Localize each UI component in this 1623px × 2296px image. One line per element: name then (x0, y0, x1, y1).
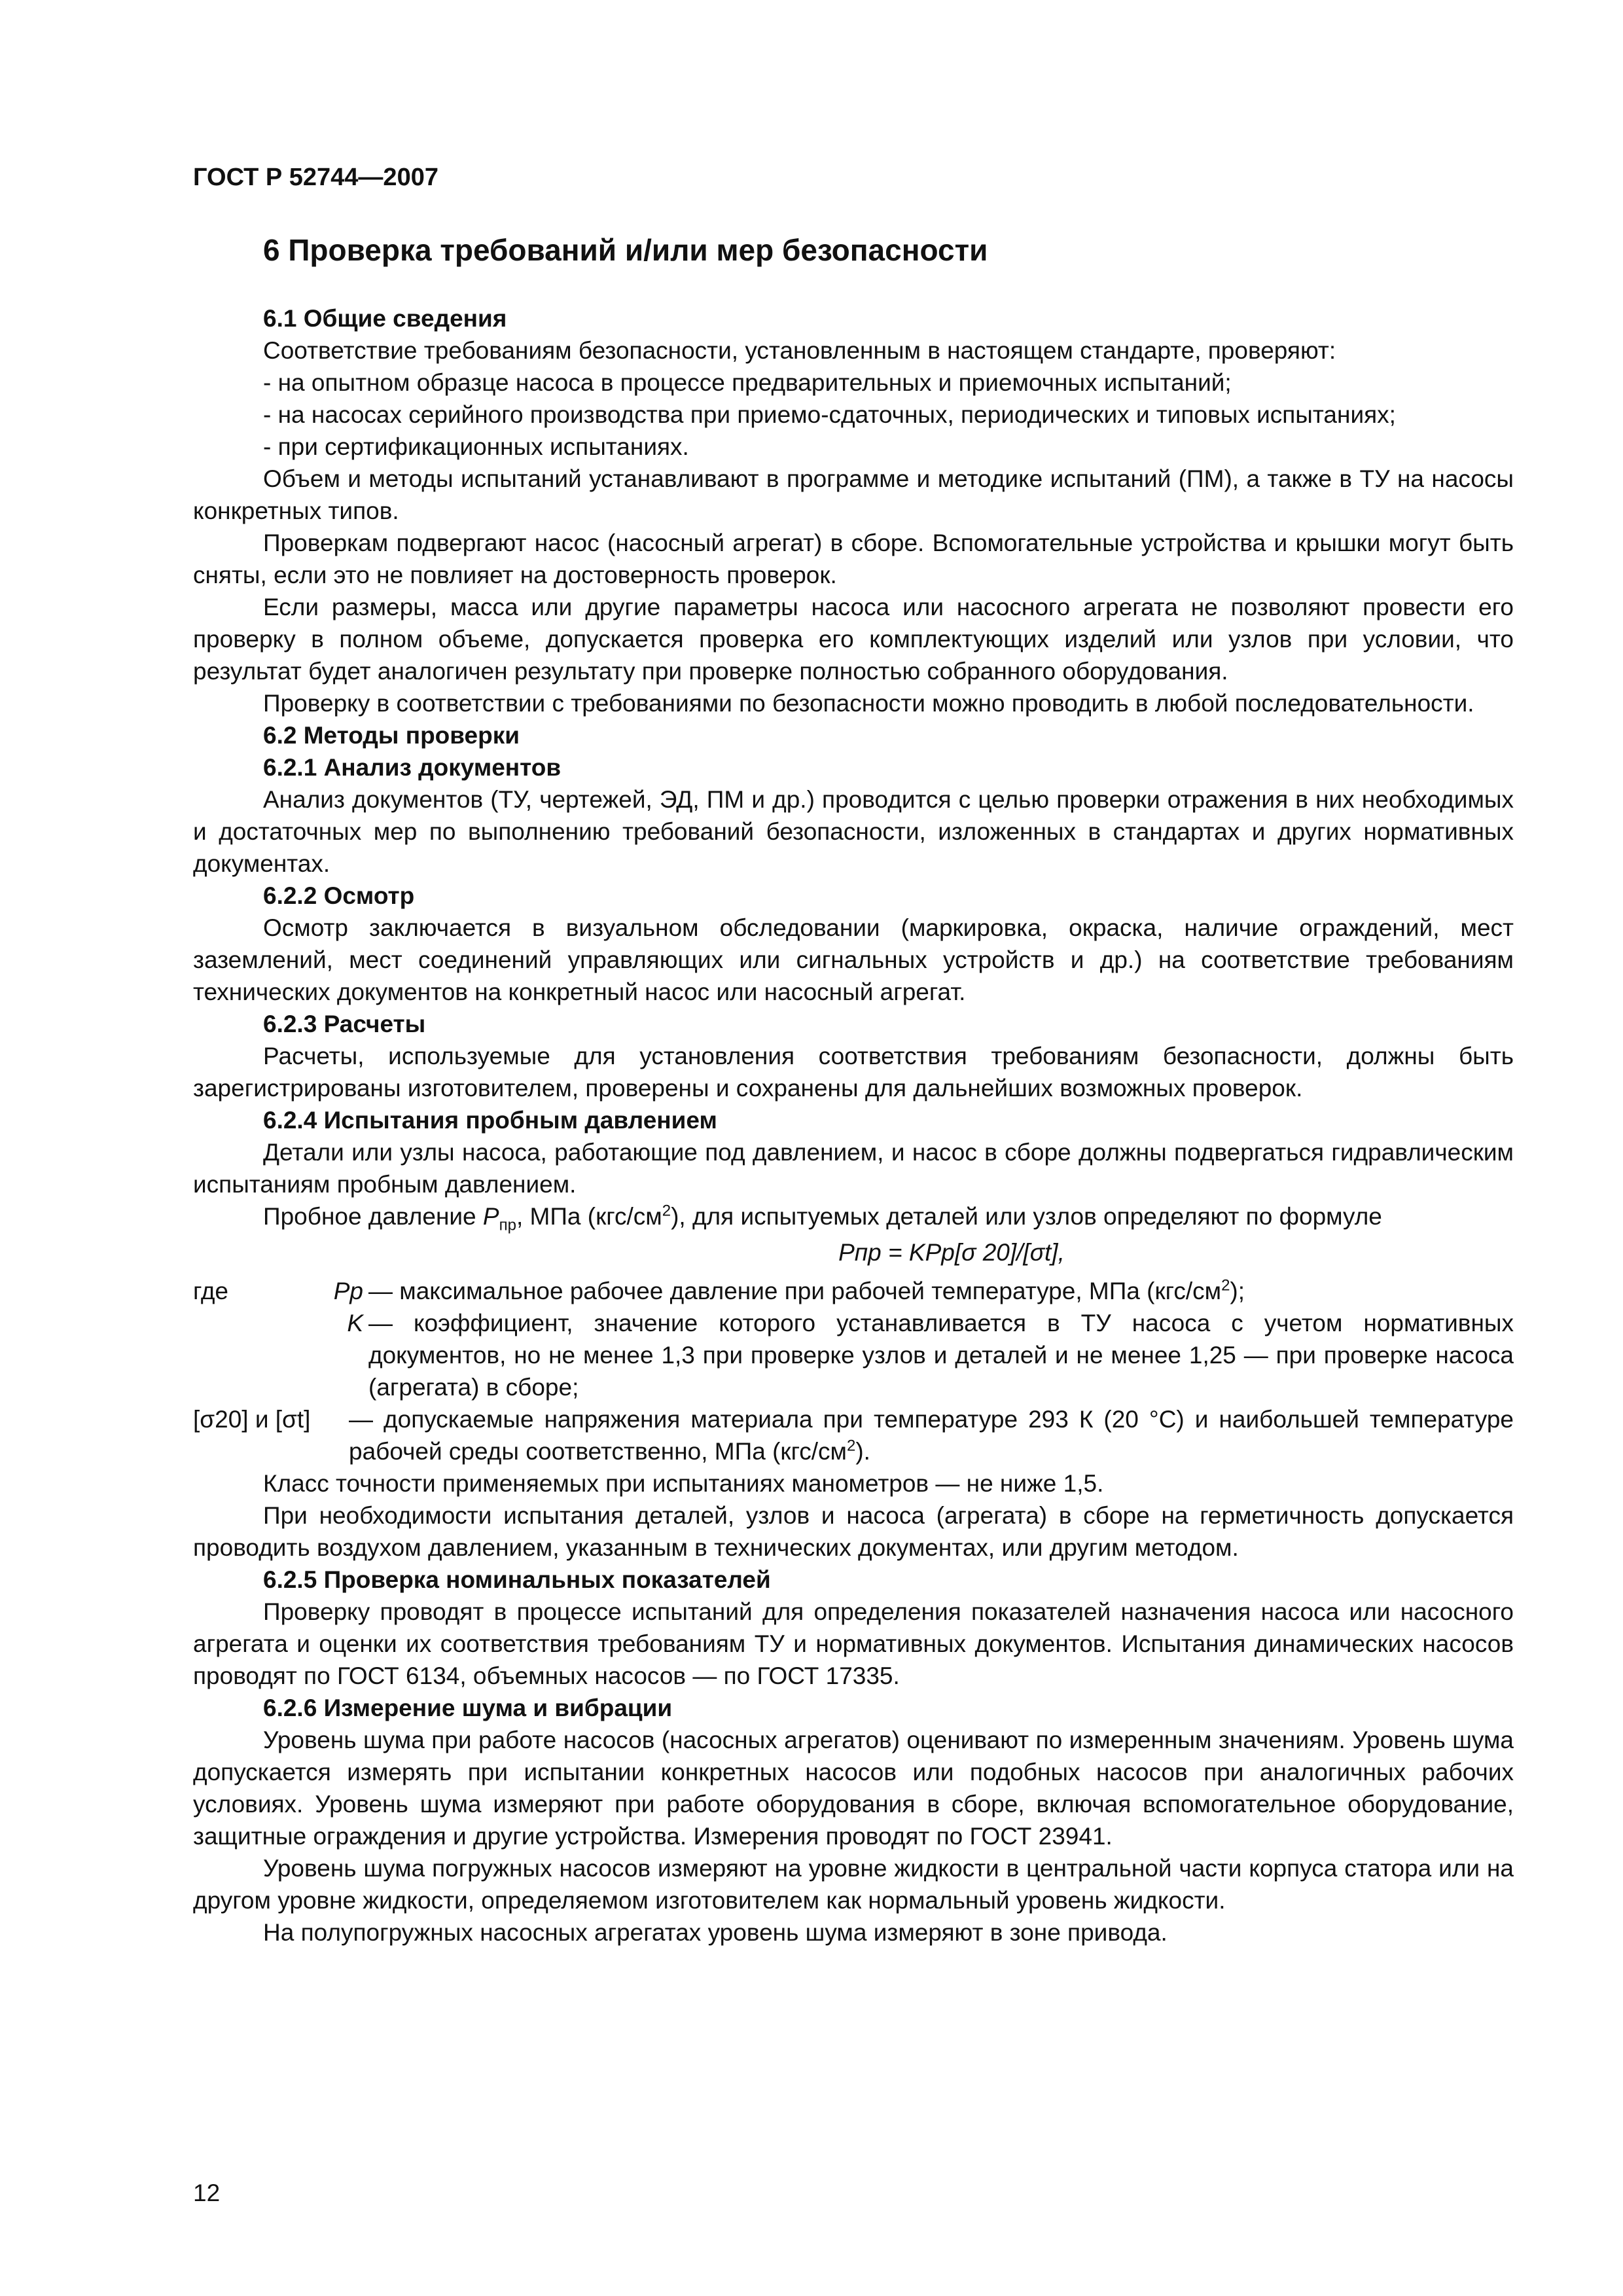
paragraph: Проверкам подвергают насос (насосный агрегат) в сборе. Вспомогательные устройства и крышки могут быть сняты, если это не повлияет на достоверность проверок. (193, 529, 1514, 588)
superscript: 2 (662, 1202, 671, 1220)
definition-row (193, 1275, 1514, 1307)
paragraph: Проверку проводят в процессе испытаний для определения показателей назначения насоса или насосного агрегата и оценки их соответствия требованиям ТУ и нормативных документов. Испытания динамических насосов проводят по ГОСТ 6134, объемных насосов — по ГОСТ 17335. (193, 1598, 1514, 1689)
heading-6-2: 6.2 Методы проверки (263, 722, 520, 749)
definition-symbol: Pр (333, 1278, 363, 1304)
formula: Pпр = KPp[σ 20]/[σt], (838, 1239, 1065, 1266)
text: ). (855, 1438, 870, 1465)
paragraph: Уровень шума при работе насосов (насосных агрегатов) оценивают по измеренным значениям. Уровень шума допускается измерять при испытании конкретных насосов или подобных насосов при аналогичных рабочих условиях. Уровень шума измеряют при работе оборудования в сборе, включая вспомогательное оборудование, защитные ограждения и другие устройства. Измерения проводят по ГОСТ 23941. (193, 1727, 1514, 1850)
paragraph: Уровень шума погружных насосов измеряют на уровне жидкости в центральной части корпуса статора или на другом уровне жидкости, определяемом изготовителем как нормальный уровень жидкости. (193, 1855, 1514, 1914)
definition-text: — коэффициент, значение которого устанавливается в ТУ насоса с учетом нормативных документов, но не менее 1,3 при проверке узлов и деталей и не менее 1,25 — при проверке насоса (агрегата) в сборе; (368, 1310, 1514, 1401)
definition-row (193, 1403, 1514, 1467)
text: — допускаемые напряжения материала при температуре 293 К (20 °С) и наибольшей температуре рабочей среды соответственно, МПа (кгс/см (349, 1406, 1514, 1465)
symbol: P (482, 1203, 499, 1230)
text: ); (1230, 1278, 1245, 1304)
paragraph: При необходимости испытания деталей, узлов и насоса (агрегата) в сборе на герметичность допускается проводить воздухом давлением, указанным в технических документах, или другим методом. (193, 1502, 1514, 1561)
subscript: пр (499, 1216, 516, 1234)
page-number: 12 (193, 2179, 221, 2206)
superscript: 2 (1221, 1276, 1230, 1295)
text: — максимальное рабочее давление при рабочей температуре, МПа (кгс/см (368, 1278, 1222, 1304)
heading-6-2-6: 6.2.6 Измерение шума и вибрации (263, 1695, 673, 1721)
heading-6-2-3: 6.2.3 Расчеты (263, 1011, 426, 1037)
document-body (193, 302, 1514, 1948)
paragraph: - на опытном образце насоса в процессе предварительных и приемочных испытаний; (263, 369, 1232, 396)
heading-6-1: 6.1 Общие сведения (263, 305, 507, 332)
paragraph: Класс точности применяемых при испытаниях манометров — не ниже 1,5. (263, 1470, 1104, 1497)
paragraph: - при сертификационных испытаниях. (263, 433, 689, 460)
document-code: ГОСТ Р 52744—2007 (193, 164, 438, 191)
where-label: где (193, 1278, 229, 1304)
paragraph: На полупогружных насосных агрегатах уровень шума измеряют в зоне привода. (263, 1919, 1168, 1946)
paragraph: Анализ документов (ТУ, чертежей, ЭД, ПМ и др.) проводится с целью проверки отражения в них необходимых и достаточных мер по выполнению требований безопасности, изложенных в стандартах и других нормативных документах. (193, 786, 1514, 877)
heading-6-2-2: 6.2.2 Осмотр (263, 882, 415, 909)
definition-row (193, 1307, 1514, 1403)
paragraph: Осмотр заключается в визуальном обследовании (маркировка, окраска, наличие ограждений, мест заземлений, мест соединений управляющих или сигнальных устройств и др.) на соответствие требованиям технических документов на конкретный насос или насосный агрегат. (193, 914, 1514, 1005)
definition-text (349, 1403, 1514, 1467)
paragraph: Объем и методы испытаний устанавливают в программе и методике испытаний (ПМ), а также в ТУ на насосы конкретных типов. (193, 465, 1514, 524)
paragraph: Если размеры, масса или другие параметры насоса или насосного агрегата не позволяют провести его проверку в полном объеме, допускается проверка его комплектующих изделий или узлов при условии, что результат будет аналогичен результату при проверке полностью собранного оборудования. (193, 594, 1514, 685)
text: ), для испытуемых деталей или узлов определяют по формуле (671, 1203, 1382, 1230)
superscript: 2 (847, 1437, 856, 1455)
paragraph: Проверку в соответствии с требованиями по безопасности можно проводить в любой последовательности. (263, 690, 1474, 717)
definition-symbol: K (347, 1310, 363, 1336)
definition-symbol: [σ20] и [σt] (193, 1406, 311, 1433)
definition-text (368, 1275, 1245, 1307)
heading-6-2-1: 6.2.1 Анализ документов (263, 754, 562, 781)
section-title: 6 Проверка требований и/или мер безопасности (263, 233, 988, 267)
text: , МПа (кгс/см (516, 1203, 662, 1230)
heading-6-2-5: 6.2.5 Проверка номинальных показателей (263, 1566, 771, 1593)
heading-6-2-4: 6.2.4 Испытания пробным давлением (263, 1107, 717, 1134)
paragraph: Детали или узлы насоса, работающие под давлением, и насос в сборе должны подвергаться гидравлическим испытаниям пробным давлением. (193, 1139, 1514, 1198)
paragraph: Соответствие требованиям безопасности, установленным в настоящем стандарте, проверяют: (263, 337, 1336, 364)
paragraph (193, 1200, 1514, 1232)
paragraph: Расчеты, используемые для установления соответствия требованиям безопасности, должны быть зарегистрированы изготовителем, проверены и сохранены для дальнейших возможных проверок. (193, 1043, 1514, 1102)
paragraph: - на насосах серийного производства при приемо-сдаточных, периодических и типовых испытаниях; (263, 401, 1396, 428)
text: Пробное давление (263, 1203, 483, 1230)
